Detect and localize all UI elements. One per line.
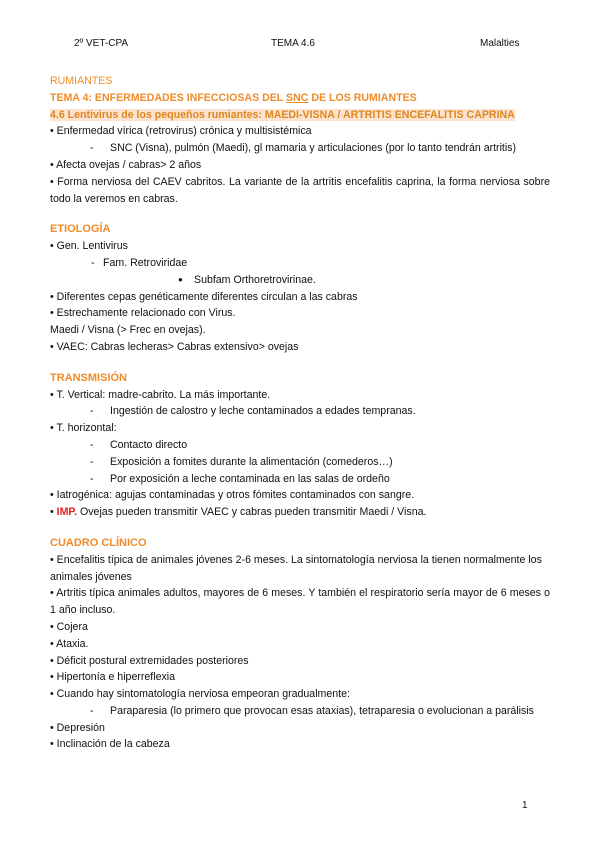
etiologia-bullet: • Diferentes cepas genéticamente diferentes circulan a las cabras	[50, 290, 358, 303]
etiologia-bullet: • Gen. Lentivirus	[50, 240, 128, 253]
etiologia-bullet: • VAEC: Cabras lecheras> Cabras extensivo> ovejas	[50, 340, 299, 353]
intro-dash-item: - SNC (Visna), pulmón (Maedi), gl mamaria y articulaciones (por lo tanto tendrán artritis)	[50, 140, 550, 157]
cuadro-bullet: • Artritis típica animales adultos, mayores de 6 meses. Y también el respiratorio sería mayor de 6 meses o 1 año incluso.	[50, 587, 550, 617]
highlighted-subtitle: 4.6 Lentivirus de los pequeños rumiantes: MAEDI-VISNA / ARTRITIS ENCEFALITIS CAPRINA	[50, 108, 515, 121]
cuadro-bullet: • Déficit postural extremidades posteriores	[50, 654, 249, 667]
page-header	[0, 38, 600, 52]
etiologia-bullet: • Estrechamente relacionado con Virus.	[50, 307, 236, 320]
section-title-etiologia: ETIOLOGÍA	[50, 223, 111, 236]
imp-label: IMP.	[56, 506, 78, 519]
transmision-bullet: • Iatrogénica: agujas contaminadas y otros fómites contaminados con sangre.	[50, 489, 415, 502]
transmision-dash-item: - Por exposición a leche contaminada en las salas de ordeño	[50, 471, 550, 488]
header-topic: TEMA 4.6	[271, 38, 315, 49]
category-title: RUMIANTES	[50, 75, 113, 87]
cuadro-bullet: • Hipertonía e hiperreflexia	[50, 671, 176, 684]
cuadro-bullet: • Encefalitis típica de animales jóvenes 2-6 meses. La sintomatología nerviosa la tienen normalmente los animales jóvenes	[50, 553, 542, 583]
section-title-cuadro-clinico: CUADRO CLÍNICO	[50, 536, 147, 549]
header-subject: Malalties	[480, 38, 520, 49]
header-course: 2º VET-CPA	[74, 38, 129, 49]
tema-title: TEMA 4: ENFERMEDADES INFECCIOSAS DEL SNC DE LOS RUMIANTES	[50, 91, 417, 104]
cuadro-bullet: • Cojera	[50, 620, 88, 633]
etiologia-fam: - Fam. Retroviridae	[50, 255, 550, 272]
intro-bullet: • Enfermedad vírica (retrovirus) crónica y multisistémica	[50, 125, 312, 138]
transmision-bullet: • T. horizontal:	[50, 422, 117, 435]
transmision-bullet: • T. Vertical: madre-cabrito. La más importante.	[50, 388, 271, 401]
cuadro-bullet: • Cuando hay sintomatología nerviosa empeoran gradualmente:	[50, 688, 350, 701]
cuadro-bullet: • Ataxia.	[50, 637, 89, 650]
subtitle-line	[50, 107, 550, 124]
transmision-dash-item: - Exposición a fomites durante la alimentación (comederos…)	[50, 454, 550, 471]
document-body	[50, 73, 550, 753]
cuadro-bullet: • Depresión	[50, 721, 105, 734]
cuadro-bullet: • Inclinación de la cabeza	[50, 738, 170, 751]
page-number: 1	[522, 800, 528, 811]
imp-note: • IMP. Ovejas pueden transmitir VAEC y cabras pueden transmitir Maedi / Visna.	[50, 506, 427, 519]
intro-bullet: • Forma nerviosa del CAEV cabritos. La variante de la artritis encefalitis caprina, la forma nerviosa sobre todo la veremos en cabras.	[50, 175, 550, 205]
etiologia-subfam: ● Subfam Orthoretrovirinae.	[50, 272, 550, 289]
cuadro-dash-item: - Paraparesia (lo primero que provocan esas ataxias), tetraparesia o evolucionan a parálisis	[50, 703, 550, 720]
transmision-dash-item: - Ingestión de calostro y leche contaminados a edades tempranas.	[50, 403, 550, 420]
transmision-dash-item: - Contacto directo	[50, 437, 550, 454]
section-title-transmision: TRANSMISIÓN	[50, 371, 127, 384]
intro-bullet: • Afecta ovejas / cabras> 2 años	[50, 158, 202, 171]
snc-underlined: SNC	[286, 91, 309, 104]
etiologia-line: Maedi / Visna (> Frec en ovejas).	[50, 324, 206, 337]
